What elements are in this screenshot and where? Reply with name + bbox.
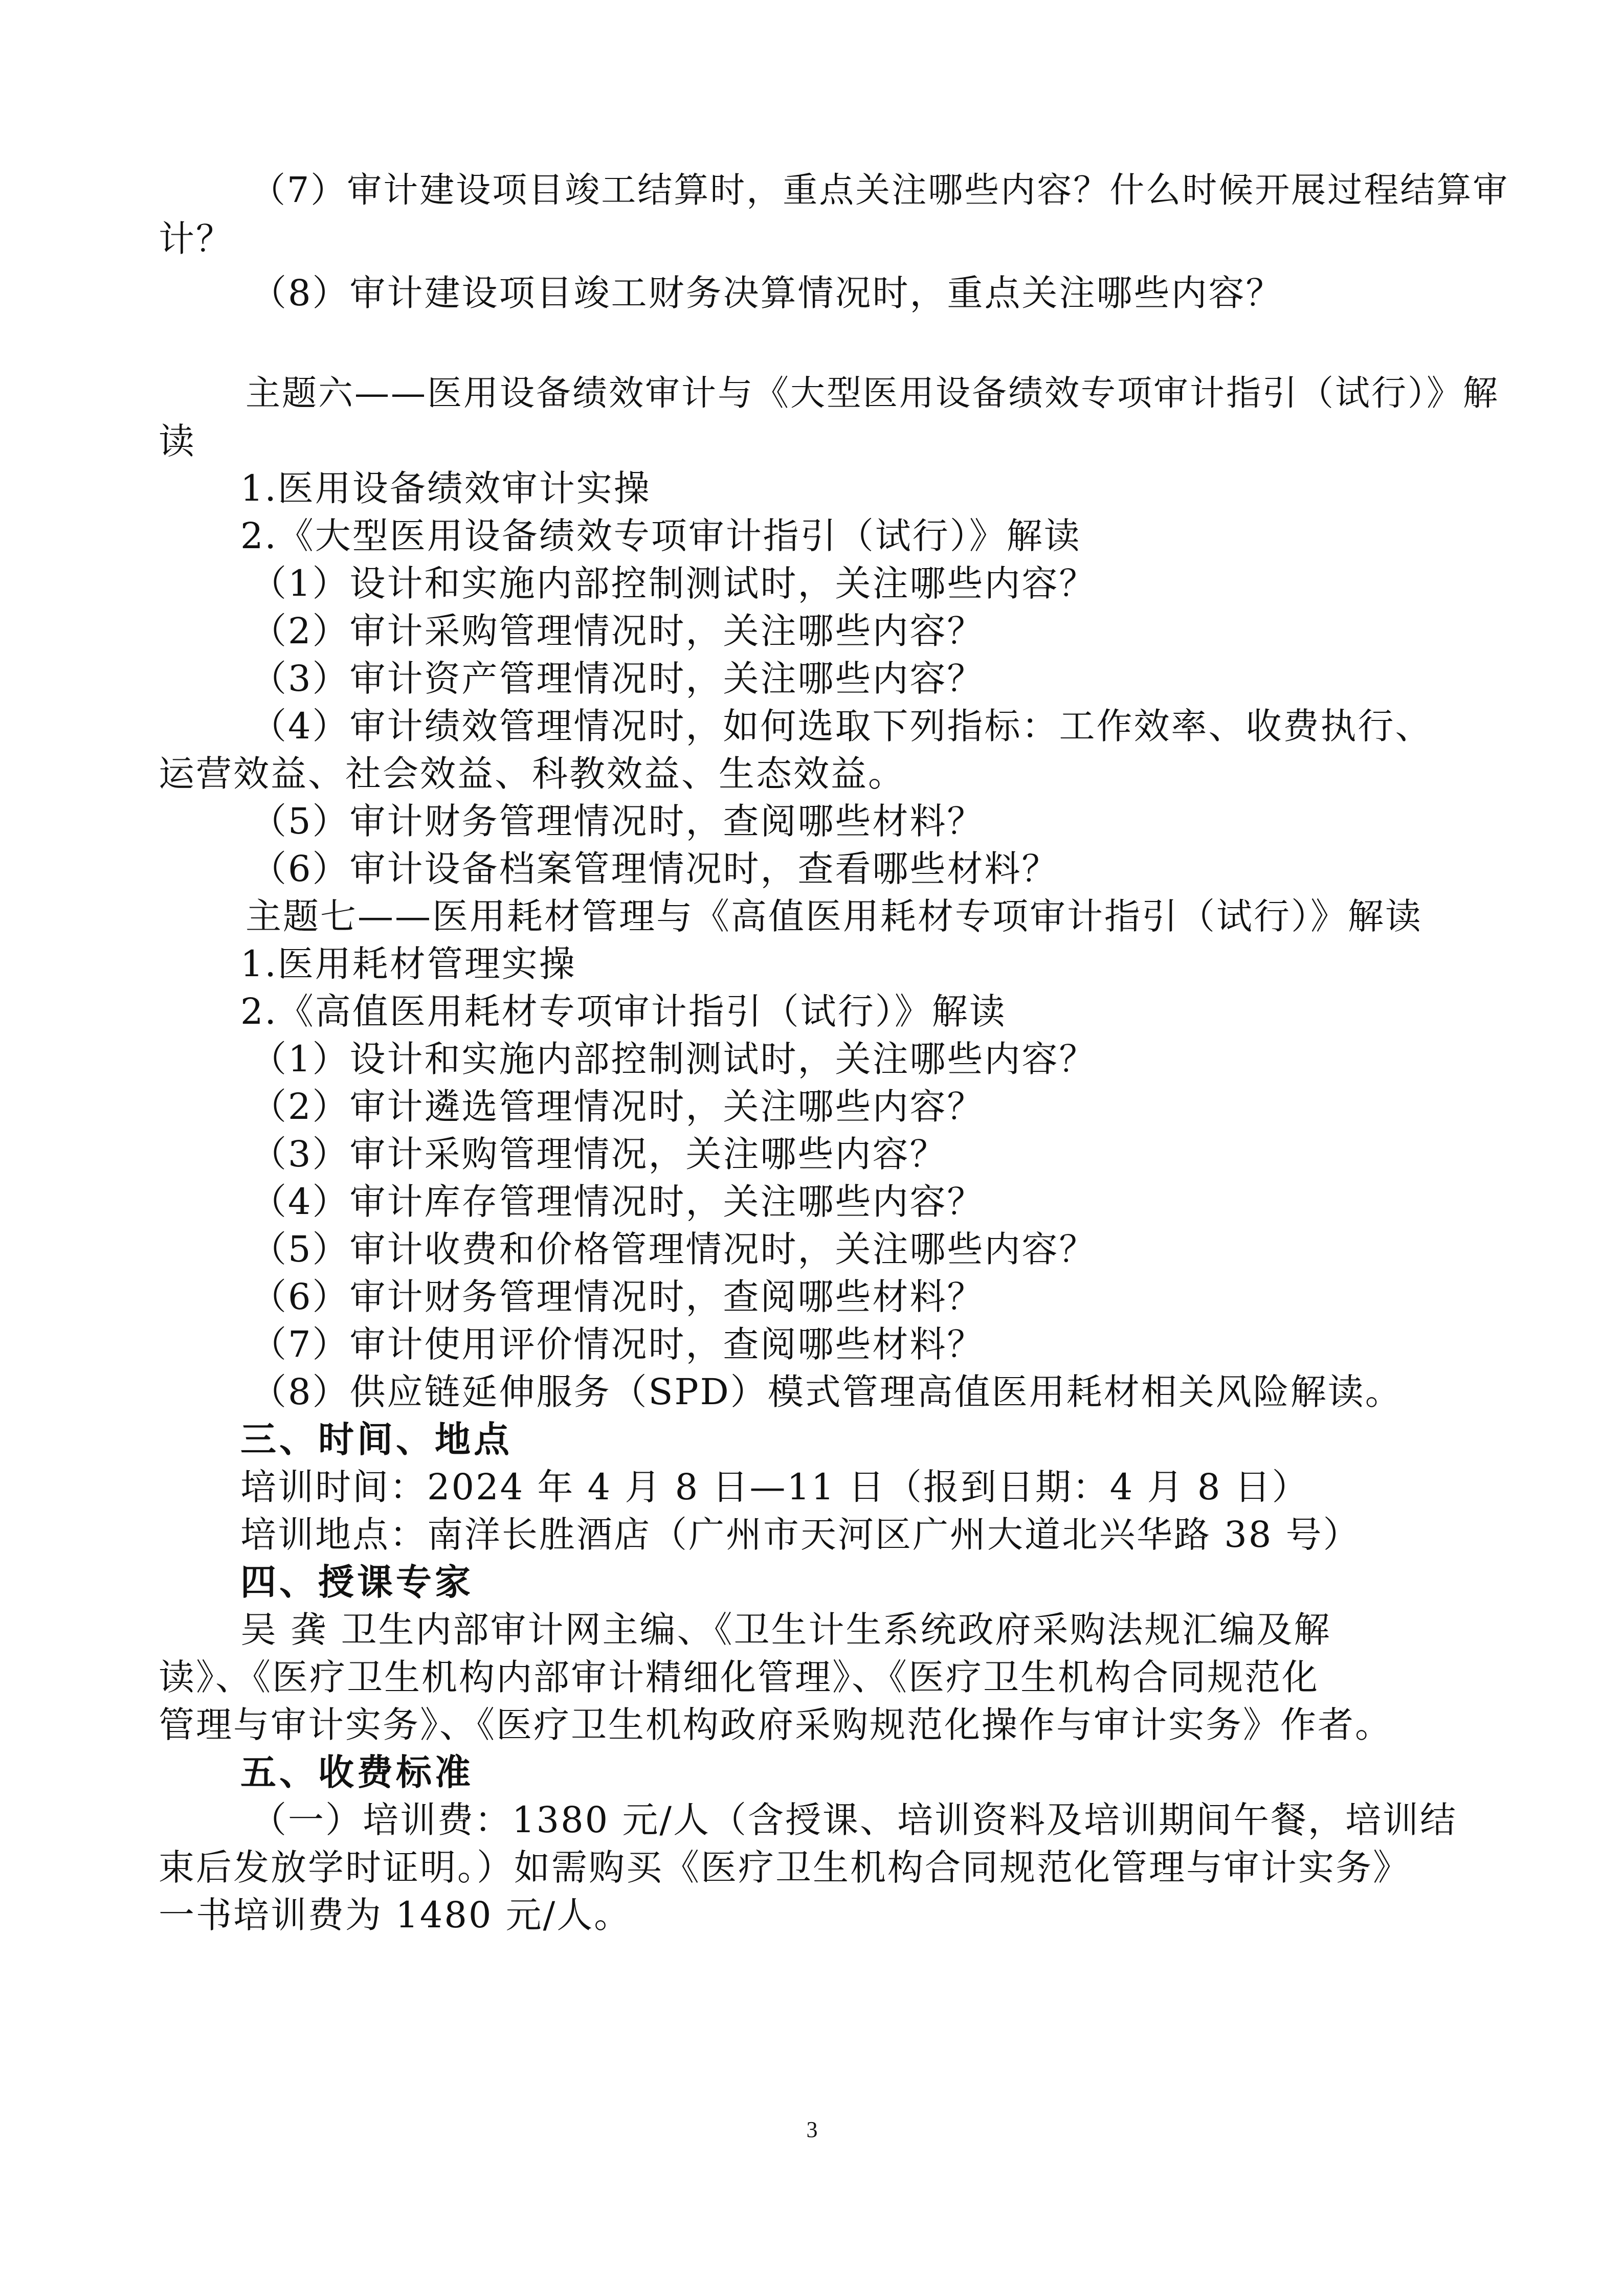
fee-line2: 束后发放学时证明。）如需购买《医疗卫生机构合同规范化管理与审计实务》 bbox=[159, 1847, 1410, 1888]
topic7-q7: （7）审计使用评价情况时，查阅哪些材料？ bbox=[251, 1323, 985, 1365]
topic7-q5: （5）审计收费和价格管理情况时，关注哪些内容？ bbox=[251, 1228, 1097, 1270]
fee-line3: 一书培训费为 1480 元/人。 bbox=[159, 1894, 632, 1936]
topic6-title-line2: 读 bbox=[159, 420, 196, 462]
page-number: 3 bbox=[806, 2117, 818, 2142]
topic7-title: 主题七——医用耗材管理与《高值医用耗材专项审计指引（试行）》解读 bbox=[246, 895, 1422, 937]
topic7-item2: 2.《高值医用耗材专项审计指引（试行）》解读 bbox=[240, 991, 1007, 1032]
section4-heading: 四、授课专家 bbox=[240, 1561, 474, 1603]
topic6-q2: （2）审计采购管理情况时，关注哪些内容？ bbox=[251, 610, 985, 652]
topic7-q8: （8）供应链延伸服务（SPD）模式管理高值医用耗材相关风险解读。 bbox=[251, 1371, 1403, 1413]
topic7-q6: （6）审计财务管理情况时，查阅哪些材料？ bbox=[251, 1276, 985, 1318]
training-place: 培训地点：南洋长胜酒店（广州市天河区广州大道北兴华路 38 号） bbox=[240, 1514, 1361, 1556]
topic6-q4-line2: 运营效益、社会效益、科教效益、生态效益。 bbox=[159, 753, 905, 795]
topic7-item1: 1.医用耗材管理实操 bbox=[240, 943, 576, 985]
topic7-q3: （3）审计采购管理情况，关注哪些内容？ bbox=[251, 1133, 947, 1175]
paragraph-q8: （8）审计建设项目竣工财务决算情况时，重点关注哪些内容？ bbox=[251, 272, 1283, 314]
topic7-q2: （2）审计遴选管理情况时，关注哪些内容？ bbox=[251, 1086, 985, 1128]
section5-heading: 五、收费标准 bbox=[240, 1751, 474, 1793]
topic7-q1: （1）设计和实施内部控制测试时，关注哪些内容？ bbox=[251, 1038, 1097, 1080]
section3-heading: 三、时间、地点 bbox=[240, 1419, 513, 1460]
topic7-q4: （4）审计库存管理情况时，关注哪些内容？ bbox=[251, 1181, 985, 1223]
expert-line2: 读》、《医疗卫生机构内部审计精细化管理》、《医疗卫生机构合同规范化 bbox=[159, 1656, 1319, 1698]
topic6-q1: （1）设计和实施内部控制测试时，关注哪些内容？ bbox=[251, 562, 1097, 604]
expert-line1: 吴 龚 卫生内部审计网主编、《卫生计生系统政府采购法规汇编及解 bbox=[240, 1609, 1331, 1651]
topic6-q6: （6）审计设备档案管理情况时，查看哪些材料？ bbox=[251, 848, 1059, 890]
topic6-title-line1: 主题六——医用设备绩效审计与《大型医用设备绩效专项审计指引（试行）》解 bbox=[246, 373, 1500, 414]
topic6-q5: （5）审计财务管理情况时，查阅哪些材料？ bbox=[251, 800, 985, 842]
topic6-item2: 2.《大型医用设备绩效专项审计指引（试行）》解读 bbox=[240, 515, 1081, 557]
paragraph-q7-line2: 计？ bbox=[159, 218, 233, 260]
training-time: 培训时间：2024 年 4 月 8 日—11 日（报到日期：4 月 8 日） bbox=[240, 1466, 1309, 1508]
topic6-item1: 1.医用设备绩效审计实操 bbox=[240, 467, 651, 509]
topic6-q3: （3）审计资产管理情况时，关注哪些内容？ bbox=[251, 658, 985, 700]
fee-line1: （一）培训费：1380 元/人（含授课、培训资料及培训期间午餐，培训结 bbox=[251, 1799, 1457, 1841]
paragraph-q7-line1: （7）审计建设项目竣工结算时，重点关注哪些内容？什么时候开展过程结算审 bbox=[251, 170, 1509, 211]
topic6-q4-line1: （4）审计绩效管理情况时，如何选取下列指标：工作效率、收费执行、 bbox=[251, 705, 1433, 747]
expert-line3: 管理与审计实务》、《医疗卫生机构政府采购规范化操作与审计实务》作者。 bbox=[159, 1704, 1392, 1746]
